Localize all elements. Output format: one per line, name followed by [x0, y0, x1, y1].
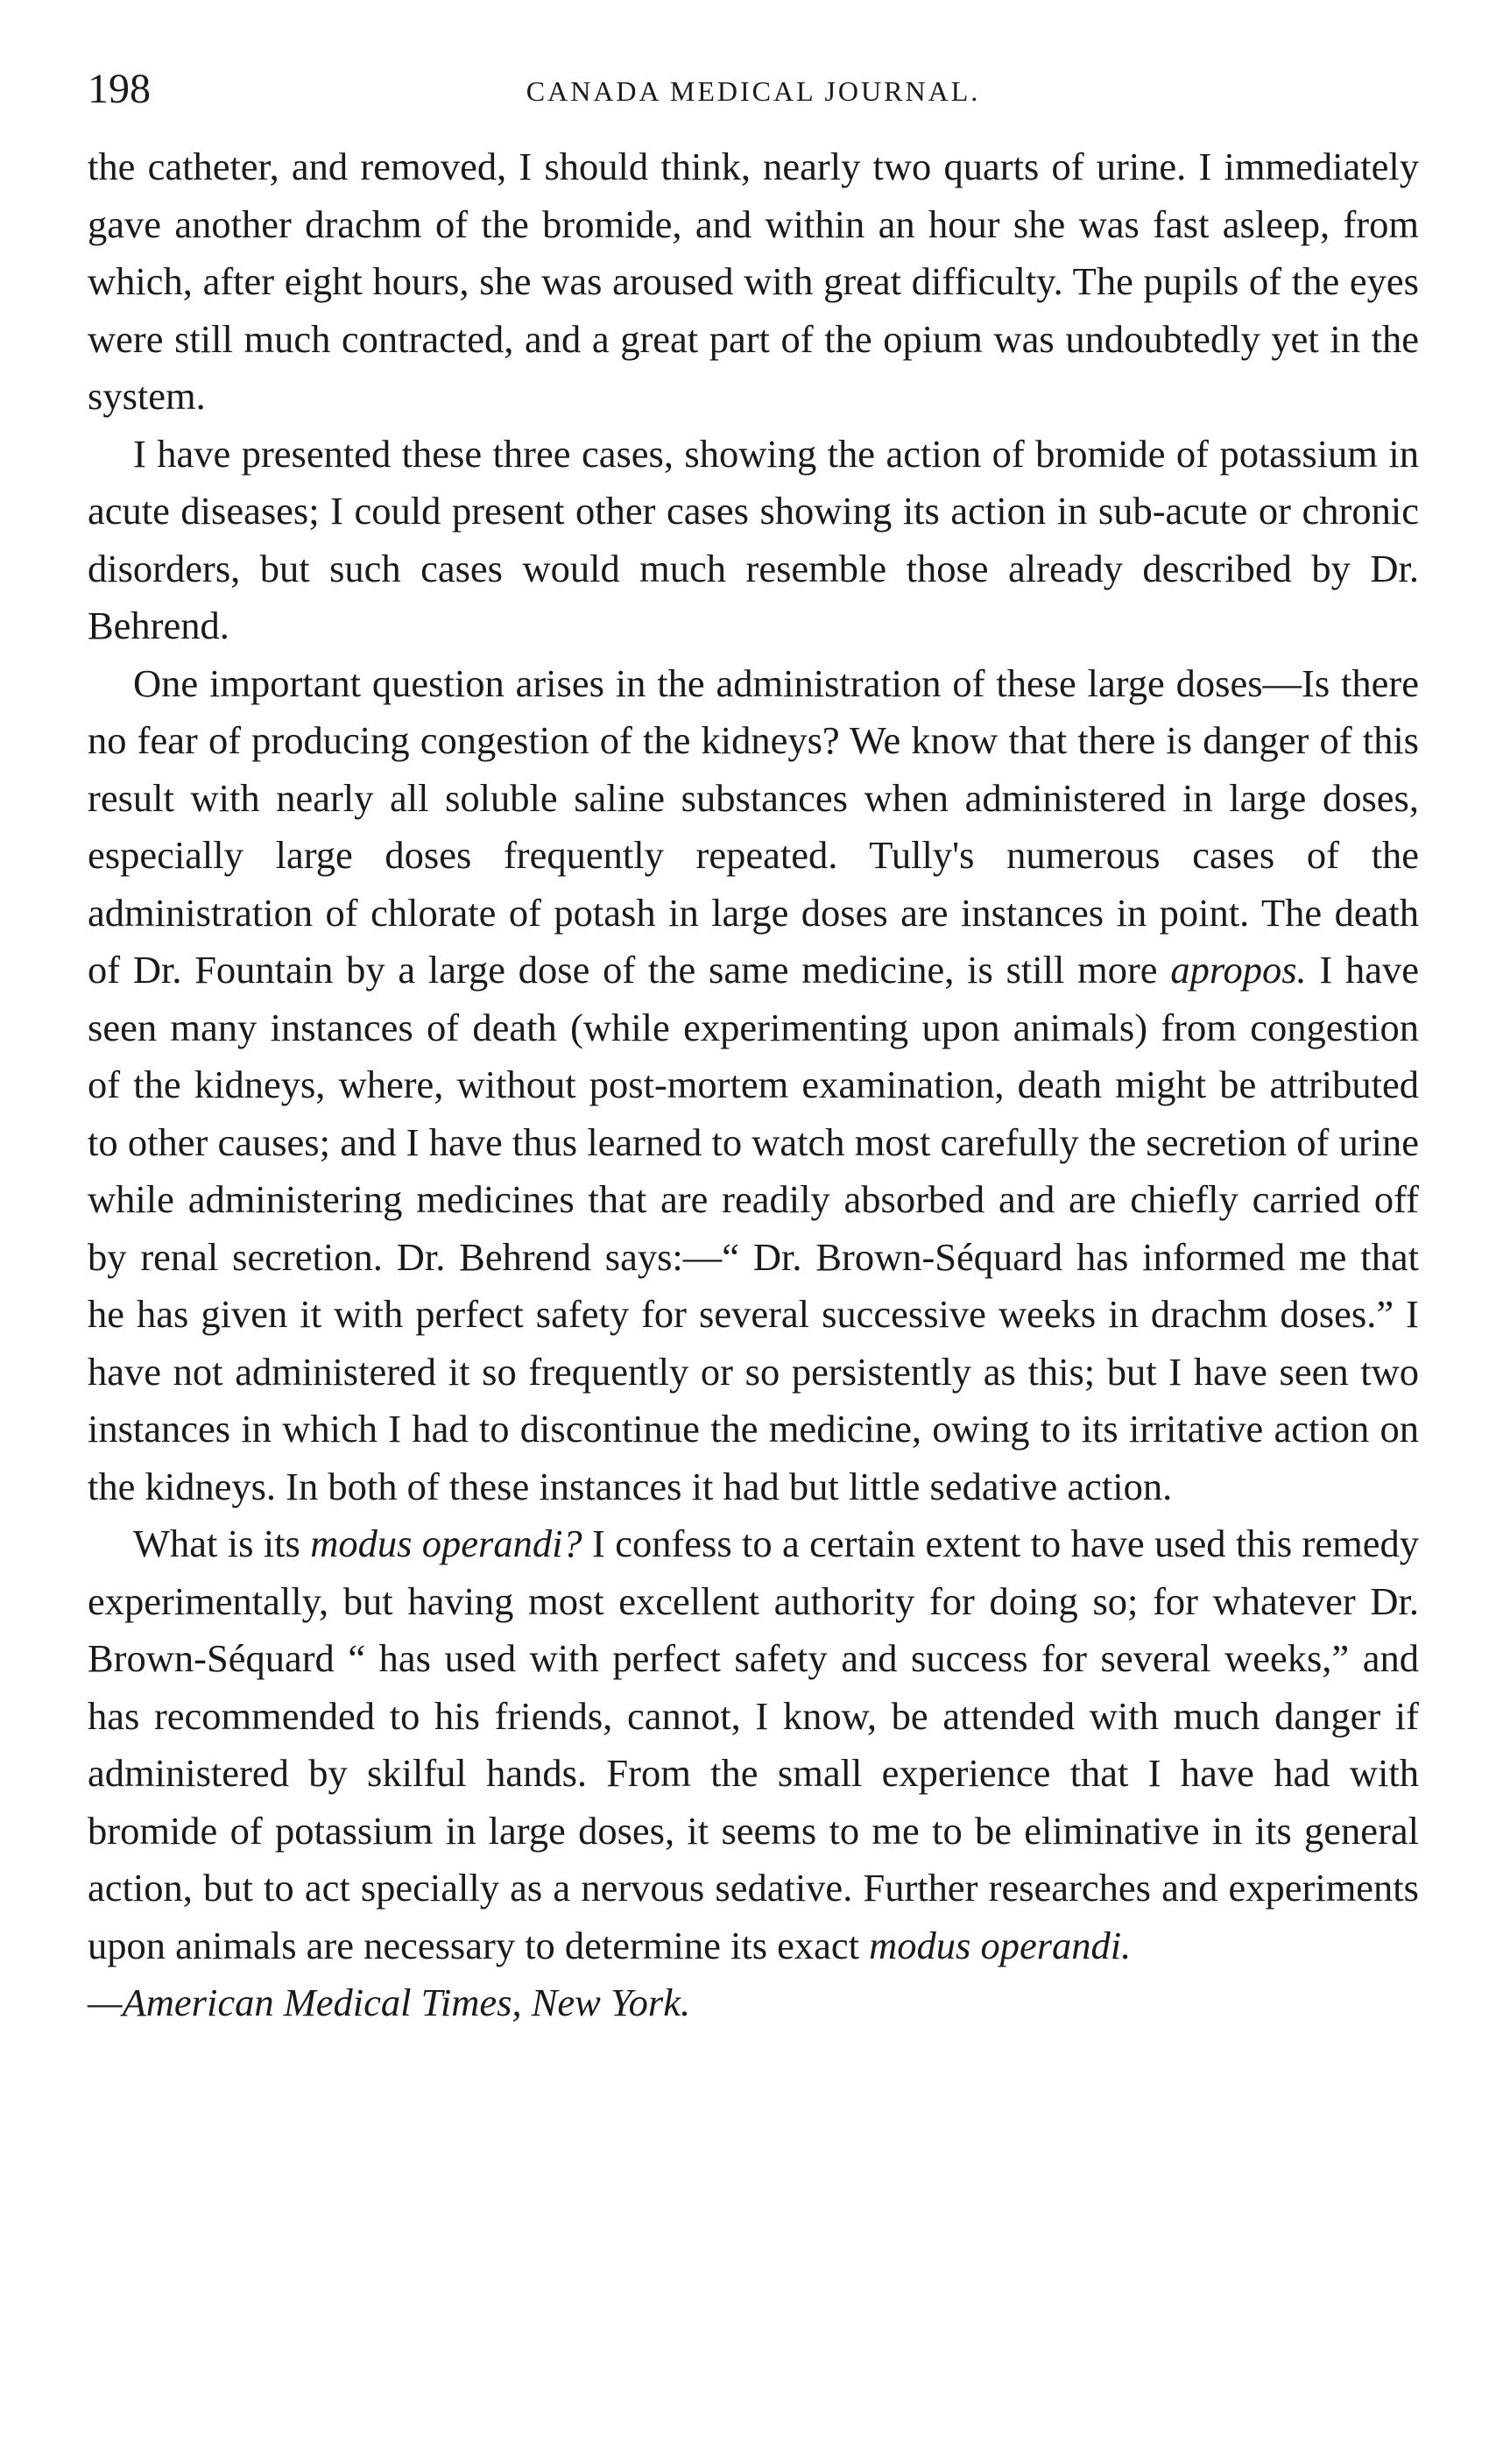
paragraph-4-text-a: What is its [133, 1521, 311, 1565]
journal-page [88, 53, 1419, 2032]
paragraph-3-text-a: One important question arises in the administration of these large doses—Is there no fear of producing congestion of the kidneys? We know that there is danger of this result with nearly all soluble saline substances when administered in large doses, especially large doses frequently repeated. Tully's numerous cases of the administration of chlorate of potash in large doses are instances in point. The death of Dr. Fountain by a large dose of the same medicine, is still more [88, 660, 1419, 992]
paragraph-4-text-b: I confess to a certain extent to have used this remedy experimentally, but having most excellent authority for doing so; for whatever Dr. Brown-Séquard “ has used with perfect safety and success for several weeks,” and has recommended to his friends, cannot, I know, be attended with much danger if administered by skilful hands. From the small experience that I have had with bromide of potassium in large doses, it seems to me to be eliminative in its general action, but to act specially as a nervous sedative. Further researches and experiments upon animals are necessary to determine its exact [88, 1521, 1419, 1967]
italic-modus-operandi: modus operandi. [869, 1923, 1132, 1967]
page-number: 198 [88, 66, 151, 112]
italic-modus-operandi-question: modus operandi? [310, 1521, 582, 1565]
paragraph-1: the catheter, and removed, I should think, nearly two quarts of urine. I immediately gave another drachm of the bromide, and within an hour she was fast asleep, from which, after eight hours, she was aroused with great difficulty. The pupils of the eyes were still much contracted, and a great part of the opium was undoubtedly yet in the system. [88, 145, 1419, 418]
article-body [88, 138, 1419, 2032]
source-attribution: —American Medical Times, New York. [88, 1980, 691, 2024]
italic-apropos: apropos. [1170, 948, 1307, 992]
paragraph-4 [88, 1515, 1419, 1974]
running-head [88, 53, 1419, 123]
paragraph-3-text-b: I have seen many instances of death (while experimenting upon animals) from congestion of the kidneys, where, without post-mortem examination, death might be attributed to other causes; and I have thus learned to watch most carefully the secretion of urine while administering medicines that are readily absorbed and are chiefly carried off by renal secretion. Dr. Behrend says:—“ Dr. Brown-Séquard has informed me that he has given it with perfect safety for several successive weeks in drachm doses.” I have not administered it so frequently or so persistently as this; but I have seen two instances in which I had to discontinue the medicine, owing to its irritative action on the kidneys. In both of these instances it had but little sedative action. [88, 948, 1419, 1508]
journal-title: CANADA MEDICAL JOURNAL. [526, 75, 981, 107]
paragraph-3 [88, 655, 1419, 1516]
paragraph-2: I have presented these three cases, showing the action of bromide of potassium in acute diseases; I could present other cases showing its action in sub-acute or chronic disorders, but such cases would much resemble those already described by Dr. Behrend. [88, 431, 1419, 647]
